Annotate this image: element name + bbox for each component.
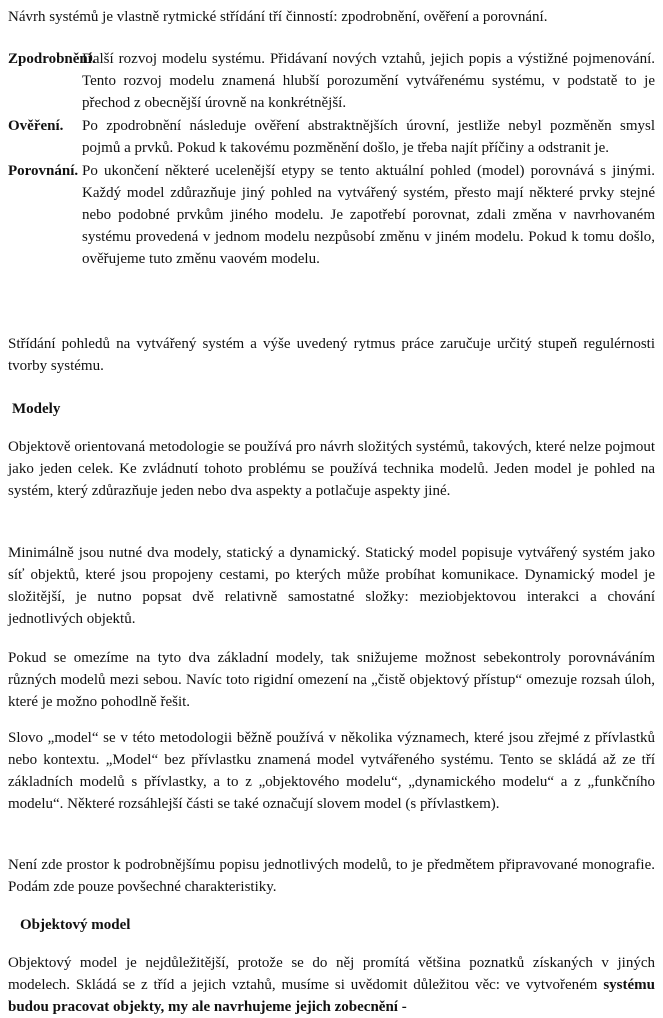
definition-text: Další rozvoj modelu systému. Přidávaní nových vztahů, jejich popis a výstižné pojmenování. Tento rozvoj modelu znamená hlubší porozumění vytvářenému systému, v podstatě to je přechod z obecnější úrovně na konkrétnější.: [82, 51, 655, 111]
paragraph-models-3: Pokud se omezíme na tyto dva základní modely, tak snižujeme možnost sebekontroly porovnáváním různých modelů mezi sebou. Navíc toto rigidní omezení na „čistě objektový přístup“ omezuje rozsah úloh, které je možno pohodlně řešit.: [8, 650, 655, 710]
intro-paragraph: Návrh systémů je vlastně rytmické střídání tří činností: zpodrobnění, ověření a porovnání.: [8, 9, 548, 25]
definition-porovnani: [8, 160, 655, 270]
definition-text: Po zpodrobnění následuje ověření abstraktnějších úrovní, jestliže nebyl pozměněn smysl pojmů a prvků. Pokud k takovému pozměnění došlo, je třeba najít příčiny a odstranit je.: [82, 118, 655, 156]
paragraph-models-1: Objektově orientovaná metodologie se používá pro návrh složitých systémů, takových, které nelze pojmout jako jeden celek. Ke zvládnutí tohoto problému se používá technika modelů. Jeden model je pohled na systém, který zdůrazňuje jeden nebo dva aspekty a potlačuje aspekty jiné.: [8, 439, 655, 499]
paragraph-rhythm: Střídání pohledů na vytvářený systém a výše uvedený rytmus práce zaručuje určitý stupeň regulérnosti tvorby systému.: [8, 336, 655, 374]
definition-term: Zpodrobnění.: [8, 51, 96, 67]
paragraph-object-model: [8, 952, 655, 1018]
paragraph-models-4: Slovo „model“ se v této metodologii běžně používá v několika významech, které jsou zřejmé z přívlastků nebo kontextu. „Model“ bez přívlastku znamená model vytvářeného systému. Tento se skládá až ze tří základních modelů s přívlastky, a to z „objektového modelu“, „dynamického modelu“ a z „funkčního modelu“. Některé rozsáhlejší části se také označují slovem model (s přívlastkem).: [8, 730, 655, 812]
definition-text: Po ukončení některé ucelenější etypy se tento aktuální pohled (model) porovnává s jinými. Každý model zdůrazňuje jiný pohled na vytvářený systém, přesto mají některé prvky stejné nebo podobné prvkům jiného modelu. Je zapotřebí porovnat, zdali změna v navrhovaném systému provedená v jednom modelu nezpůsobí změnu v jiném modelu. Pokud k tomu došlo, ověřujeme tuto změnu vaovém modelu.: [82, 163, 655, 267]
heading-object-model: Objektový model: [20, 917, 131, 933]
definition-term: Ověření.: [8, 118, 64, 134]
paragraph-models-2: Minimálně jsou nutné dva modely, statický a dynamický. Statický model popisuje vytvářený systém jako síť objektů, které jsou propojeny cestami, po kterých může probíhat komunikace. Dynamický model je složitější, je nutno popsat dvě relativně samostatné složky: meziobjektovou interakci a chování jednotlivých objektů.: [8, 545, 655, 627]
definition-term: Porovnání.: [8, 163, 79, 179]
paragraph-object-text: Objektový model je nejdůležitější, protože se do něj promítá většina poznatků získaných v jiných modelech. Skládá se z tříd a jejich vztahů, musíme si uvědomit důležitou věc: ve vytvořeném: [8, 955, 655, 993]
paragraph-models-5: Není zde prostor k podrobnějšímu popisu jednotlivých modelů, to je předmětem připravované monografie. Podám zde pouze povšechné charakteristiky.: [8, 857, 655, 895]
heading-models: Modely: [12, 401, 61, 417]
definition-overeni: [8, 115, 655, 159]
definition-list: [8, 48, 655, 271]
paragraph-object-bold-text: systému budou pracovat objekty, my ale navrhujeme jejich zobecnění -: [8, 977, 655, 1015]
definition-zpodrobneni: [8, 48, 655, 114]
